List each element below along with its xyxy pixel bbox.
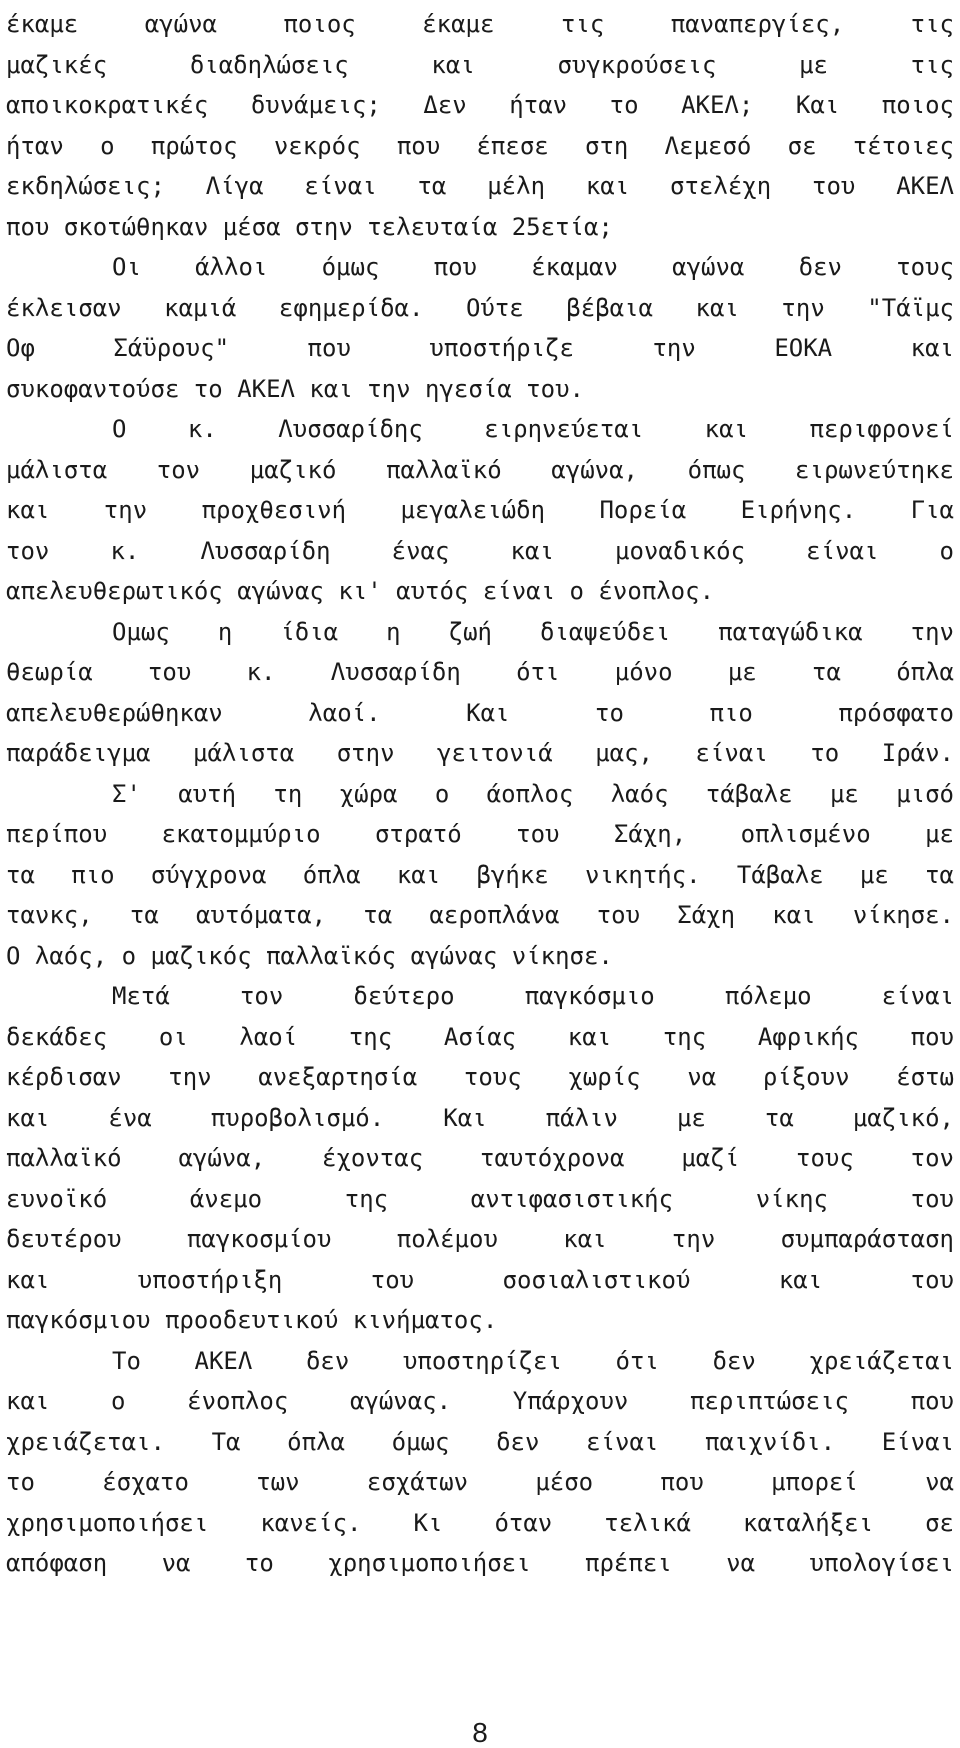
text-line: Οι άλλοι όμως που έκαμαν αγώνα δεν τους xyxy=(112,253,954,281)
text-line: εκδηλώσεις; Λίγα είναι τα μέλη και στελέχη του ΑΚΕΛ xyxy=(6,172,954,200)
body-text xyxy=(6,4,954,1584)
text-line: που σκοτώθηκαν μέσα στην τελευταία 25ετία; xyxy=(6,212,613,241)
text-line: θεωρία του κ. Λυσσαρίδη ότι μόνο με τα όπλα xyxy=(6,658,954,686)
text-line: Οφ Σάϋρους" που υποστήριζε την ΕΟΚΑ και xyxy=(6,334,954,362)
text-line: δεκάδες οι λαοί της Ασίας και της Αφρικής που xyxy=(6,1022,954,1051)
text-line: τα πιο σύγχρονα όπλα και βγήκε νικητής. Τάβαλε με τα xyxy=(6,860,954,889)
text-line: παλλαϊκό αγώνα, έχοντας ταυτόχρονα μαζί τους τον xyxy=(6,1144,954,1172)
text-line: και ένα πυροβολισμό. Και πάλιν με τα μαζικό, xyxy=(6,1103,954,1132)
text-line: χρησιμοποιήσει κανείς. Κι όταν τελικά καταλήξει σε xyxy=(6,1508,954,1537)
text-line: Ο λαός, ο μαζικός παλλαϊκός αγώνας νίκησε. xyxy=(6,941,613,970)
text-line: τον κ. Λυσσαρίδη ένας και μοναδικός είναι ο xyxy=(6,536,954,565)
text-line: Μετά τον δεύτερο παγκόσμιο πόλεμο είναι xyxy=(112,982,954,1010)
text-line: παράδειγμα μάλιστα στην γειτονιά μας, είναι το Ιράν. xyxy=(6,739,954,767)
text-line: Σ' αυτή τη χώρα ο άοπλος λαός τάβαλε με μισό xyxy=(112,779,954,808)
text-line: απόφαση να το χρησιμοποιήσει πρέπει να υπολογίσει xyxy=(6,1549,954,1577)
text-line: Ομως η ίδια η ζωή διαψεύδει παταγώδικα την xyxy=(112,617,954,646)
text-line: κέρδισαν την ανεξαρτησία τους χωρίς να ρίξουν έστω xyxy=(6,1063,954,1091)
text-line: απελευθερωτικός αγώνας κι' αυτός είναι ο ένοπλος. xyxy=(6,577,715,605)
text-line: έκαμε αγώνα ποιος έκαμε τις παναπεργίες, τις xyxy=(6,10,954,38)
text-line: απελευθερώθηκαν λαοί. Και το πιο πρόσφατο xyxy=(6,698,954,727)
text-line: παγκόσμιου προοδευτικού κινήματος. xyxy=(6,1306,498,1334)
text-line: χρειάζεται. Τα όπλα όμως δεν είναι παιχνίδι. Είναι xyxy=(6,1427,954,1456)
text-line: Ο κ. Λυσσαρίδης ειρηνεύεται και περιφρονεί xyxy=(112,415,954,443)
text-line: ευνοϊκό άνεμο της αντιφασιστικής νίκης του xyxy=(6,1184,954,1213)
page-number: 8 xyxy=(472,1717,488,1748)
text-line: μαζικές διαδηλώσεις και συγκρούσεις με τις xyxy=(6,50,954,79)
text-line: αποικοκρατικές δυνάμεις; Δεν ήταν το ΑΚΕΛ; Και ποιος xyxy=(6,91,954,119)
text-line: τανκς, τα αυτόματα, τα αεροπλάνα του Σάχη και νίκησε. xyxy=(6,901,954,929)
text-line: περίπου εκατομμύριο στρατό του Σάχη, οπλισμένο με xyxy=(6,820,954,848)
text-line: συκοφαντούσε το ΑΚΕΛ και την ηγεσία του. xyxy=(6,374,584,403)
text-line: και υποστήριξη του σοσιαλιστικού και του xyxy=(6,1265,954,1294)
text-line: και ο ένοπλος αγώνας. Υπάρχουν περιπτώσεις που xyxy=(6,1387,954,1415)
text-line: και την προχθεσινή μεγαλειώδη Πορεία Ειρήνης. Για xyxy=(6,496,954,524)
text-line: ήταν ο πρώτος νεκρός που έπεσε στη Λεμεσό σε τέτοιες xyxy=(6,131,954,160)
text-line: το έσχατο των εσχάτων μέσο που μπορεί να xyxy=(6,1468,954,1496)
text-line: μάλιστα τον μαζικό παλλαϊκό αγώνα, όπως ειρωνεύτηκε xyxy=(6,455,954,484)
text-line: δευτέρου παγκοσμίου πολέμου και την συμπαράσταση xyxy=(6,1225,954,1253)
text-line: Το ΑΚΕΛ δεν υποστηρίζει ότι δεν χρειάζεται xyxy=(112,1346,954,1375)
text-line: έκλεισαν καμιά εφημερίδα. Ούτε βέβαια και την "Τάϊμς xyxy=(6,293,954,322)
